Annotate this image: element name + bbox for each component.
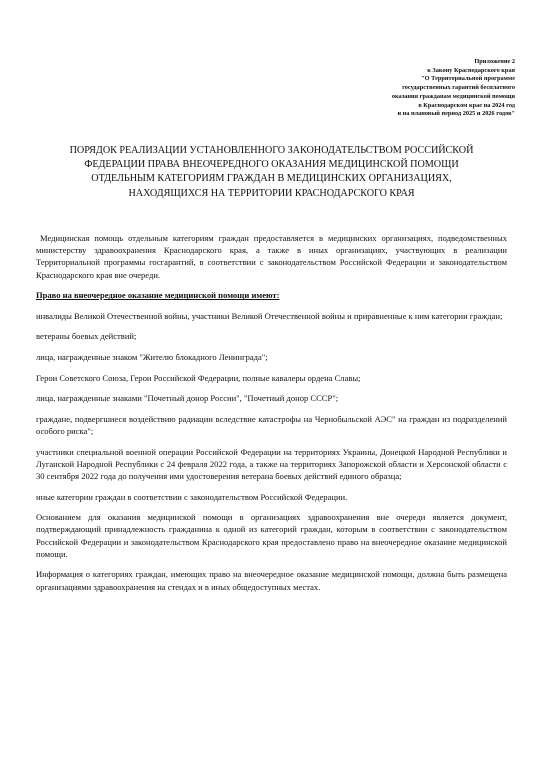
info-paragraph: Информация о категориях граждан, имеющих право на внеочередное оказание медицинской помощи, должна быть размещена организациями здравоохранения на стендах и в иных общедоступных местах. (36, 569, 507, 592)
appendix-line: и на плановый период 2025 и 2026 годов" (397, 110, 515, 118)
title-line: НАХОДЯЩИХСЯ НА ТЕРРИТОРИИ КРАСНОДАРСКОГО КРАЯ (128, 187, 415, 199)
basis-paragraph: Основанием для оказания медицинской помощи в организациях здравоохранения вне очереди является документ, подтверждающий принадлежность гражданина к одной из категорий граждан, которым в соответствии с законодательством Российской Федерации и законодательством Краснодарского края предоставлено право на внеочередное оказание медицинской помощи. (36, 512, 507, 559)
document-title (36, 144, 507, 201)
title-line: ОТДЕЛЬНЫМ КАТЕГОРИЯМ ГРАЖДАН В МЕДИЦИНСКИХ ОРГАНИЗАЦИЯХ, (91, 173, 452, 185)
list-item: лица, награжденные знаком "Жителю блокадного Ленинграда"; (36, 351, 268, 362)
title-line: ПОРЯДОК РЕАЛИЗАЦИИ УСТАНОВЛЕННОГО ЗАКОНОДАТЕЛЬСТВОМ РОССИЙСКОЙ (69, 145, 474, 156)
title-line: ФЕДЕРАЦИИ ПРАВА ВНЕОЧЕРЕДНОГО ОКАЗАНИЯ МЕДИЦИНСКОЙ ПОМОЩИ (84, 159, 459, 171)
section-heading: Право на внеочередное оказание медицинской помощи имеют: (36, 290, 280, 301)
list-item: Герои Советского Союза, Герои Российской Федерации, полные кавалеры ордена Славы; (36, 372, 361, 383)
list-item: лица, награжденные знаками "Почетный донор России", "Почетный донор СССР"; (36, 393, 339, 404)
appendix-line: в Краснодарском крае на 2024 год (418, 101, 515, 109)
list-item: граждане, подвергшиеся воздействию радиации вследствие катастрофы на Чернобыльской АЭС" на граждан из подразделений особого риска"; (36, 413, 507, 436)
appendix-line: "О Территориальной программе (421, 75, 515, 83)
appendix-header (295, 58, 515, 119)
list-item: иные категории граждан в соответствии с законодательством Российской Федерации. (36, 491, 348, 502)
appendix-line: государственных гарантий бесплатного (402, 84, 515, 92)
appendix-line: к Закону Краснодарского края (427, 66, 515, 74)
document-body (36, 232, 507, 601)
intro-paragraph: Медицинская помощь отдельным категориям граждан предоставляется в медицинских организациях, подведомственных министерству здравоохранения Краснодарского края, а также в иных организациях, участвующих в реализации Территориальной программы госгарантий, в соответствии с законодательством Российской Федерации и законодательством Краснодарского края вне очереди. (36, 233, 507, 280)
list-item: инвалиды Великой Отечественной войны, участники Великой Отечественной войны и приравненные к ним категории граждан; (36, 310, 503, 321)
appendix-line: оказания гражданам медицинской помощи (391, 92, 515, 100)
list-item: ветераны боевых действий; (36, 331, 137, 342)
appendix-line: Приложение 2 (474, 58, 515, 65)
list-item: участники специальной военной операции Российской Федерации на территориях Украины, Донецкой Народной Республики и Луганской Народной Республики с 24 февраля 2022 года, а также на территориях Запорожской области и Херсонской области с 30 сентября 2022 года до получения ими удостоверения ветерана боевых действий единого образца; (36, 446, 507, 481)
